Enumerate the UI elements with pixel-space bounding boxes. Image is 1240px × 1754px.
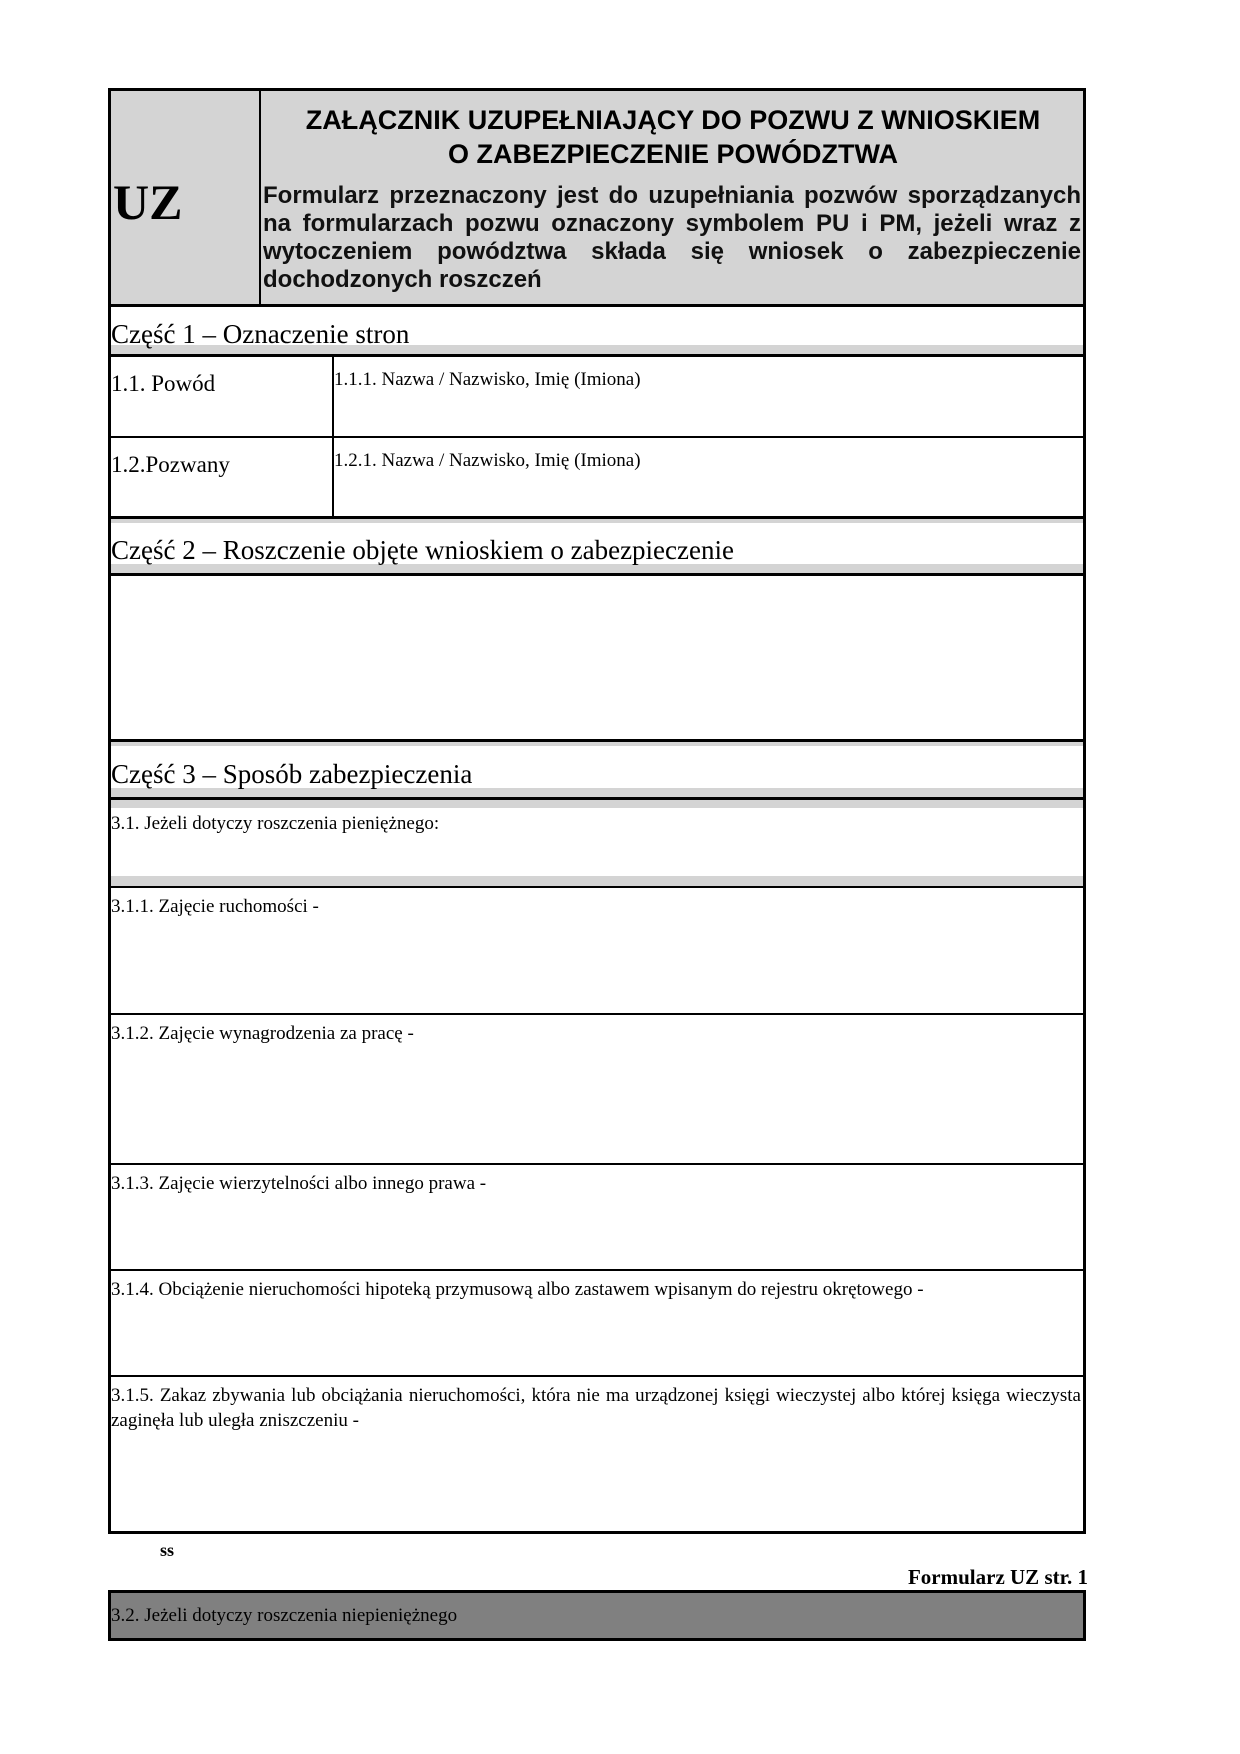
item-3-1-2-field[interactable] — [111, 1015, 1083, 1165]
ss-mark: ss — [160, 1540, 175, 1560]
item-3-1-1-field[interactable] — [111, 888, 1083, 1015]
part2-title: Część 2 – Roszczenie objęte wnioskiem o zabezpieczenie — [111, 535, 734, 565]
form-description: Formularz przeznaczony jest do uzupełniania pozwów sporządzanych na formularzach pozwu oznaczony symbolem PU i PM, jeżeli wraz z wytoczeniem powództwa składa się wniosek o zabezpieczenie dochodzonych roszczeń — [263, 182, 1081, 293]
form-header — [111, 91, 1083, 307]
part3-title: Część 3 – Sposób zabezpieczenia — [111, 759, 473, 789]
form-code: UZ — [113, 174, 183, 230]
part1-header — [111, 307, 1083, 357]
item-3-1-5-label: 3.1.5. Zakaz zbywania lub obciążania nieruchomości, która nie ma urządzonej księgi wieczystej albo której księga wieczysta zaginęła lub uległa zniszczeniu - — [111, 1385, 1081, 1431]
defendant-name-field[interactable]: 1.2.1. Nazwa / Nazwisko, Imię (Imiona) — [334, 450, 641, 471]
form-title-line1: ZAŁĄCZNIK UZUPEŁNIAJĄCY DO POZWU Z WNIOSKIEM — [305, 105, 1041, 135]
item-3-1-5-field[interactable] — [111, 1377, 1083, 1531]
item-3-1-4-field[interactable] — [111, 1271, 1083, 1377]
defendant-row — [111, 438, 1083, 519]
item-3-2-label: 3.2. Jeżeli dotyczy roszczenia niepieniężnego — [111, 1605, 458, 1626]
form-uz — [108, 88, 1086, 1534]
item-3-1-label: 3.1. Jeżeli dotyczy roszczenia pieniężnego: — [111, 813, 440, 834]
non-monetary-claim-section — [108, 1590, 1086, 1641]
plaintiff-label: 1.1. Powód — [111, 371, 216, 396]
form-title-line2: O ZABEZPIECZENIE POWÓDZTWA — [448, 139, 898, 169]
claim-field[interactable] — [111, 576, 1083, 742]
monetary-claim-section — [111, 800, 1083, 888]
item-3-1-2-label: 3.1.2. Zajęcie wynagrodzenia za pracę - — [111, 1023, 414, 1044]
plaintiff-row — [111, 357, 1083, 438]
part3-header — [111, 742, 1083, 800]
part1-title: Część 1 – Oznaczenie stron — [111, 319, 410, 349]
form-code-cell — [111, 91, 261, 304]
page-footer-label: Formularz UZ str. 1 — [907, 1565, 1088, 1589]
defendant-label: 1.2.Pozwany — [111, 452, 230, 477]
plaintiff-name-field[interactable]: 1.1.1. Nazwa / Nazwisko, Imię (Imiona) — [334, 369, 641, 390]
item-3-1-1-label: 3.1.1. Zajęcie ruchomości - — [111, 896, 319, 917]
item-3-1-3-label: 3.1.3. Zajęcie wierzytelności albo innego prawa - — [111, 1173, 487, 1194]
form-title — [263, 103, 1083, 171]
item-3-1-3-field[interactable] — [111, 1165, 1083, 1271]
item-3-1-4-label: 3.1.4. Obciążenie nieruchomości hipoteką przymusową albo zastawem wpisanym do rejestru okrętowego - — [111, 1279, 924, 1300]
part2-header — [111, 519, 1083, 576]
